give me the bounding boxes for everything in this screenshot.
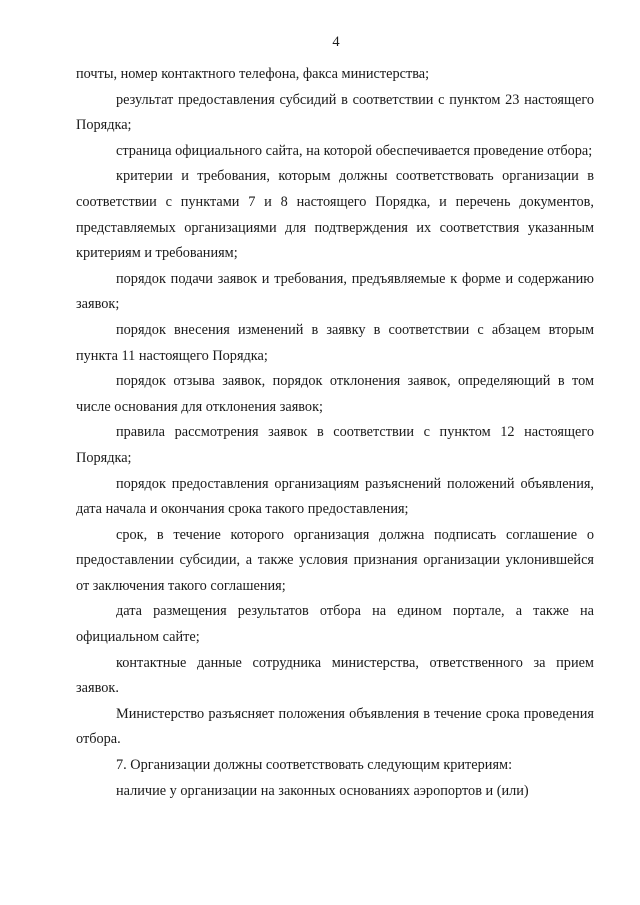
body-text <box>76 62 594 804</box>
paragraph-15: наличие у организации на законных основаниях аэропортов и (или) <box>116 782 529 799</box>
paragraph-3: страница официального сайта, на которой обеспечивается проведение отбора; <box>116 142 593 159</box>
paragraph-8: правила рассмотрения заявок в соответствии с пунктом 12 настоящего Порядка; <box>76 424 594 466</box>
paragraph-5: порядок подачи заявок и требования, предъявляемые к форме и содержанию заявок; <box>76 270 594 313</box>
paragraph-6: порядок внесения изменений в заявку в соответствии с абзацем вторым пункта 11 настоящего Порядка; <box>76 321 594 364</box>
paragraph-10: срок, в течение которого организация должна подписать соглашение о предоставлении субсидии, а также условия признания организации уклонившейся от заключения такого соглашения; <box>76 526 594 594</box>
paragraph-14: 7. Организации должны соответствовать следующим критериям: <box>116 757 513 774</box>
paragraph-12: контактные данные сотрудника министерства, ответственного за прием заявок. <box>76 654 594 697</box>
page-number: 4 <box>332 34 340 50</box>
paragraph-13: Министерство разъясняет положения объявления в течение срока проведения отбора. <box>76 705 594 748</box>
paragraph-7: порядок отзыва заявок, порядок отклонения заявок, определяющий в том числе основания для отклонения заявок; <box>76 373 594 415</box>
paragraph-2: результат предоставления субсидий в соответствии с пунктом 23 настоящего Порядка; <box>76 91 594 134</box>
paragraph-1: почты, номер контактного телефона, факса министерства; <box>76 66 430 82</box>
paragraph-4: критерии и требования, которым должны соответствовать организации в соответствии с пунктами 7 и 8 настоящего Порядка, и перечень документов, представляемых организациями для подтверждения их соответствия указанным критериям и требованиям; <box>76 168 594 262</box>
paragraph-11: дата размещения результатов отбора на едином портале, а также на официальном сайте; <box>76 603 594 646</box>
paragraph-9: порядок предоставления организациям разъяснений положений объявления, дата начала и окончания срока такого предоставления; <box>76 475 594 518</box>
